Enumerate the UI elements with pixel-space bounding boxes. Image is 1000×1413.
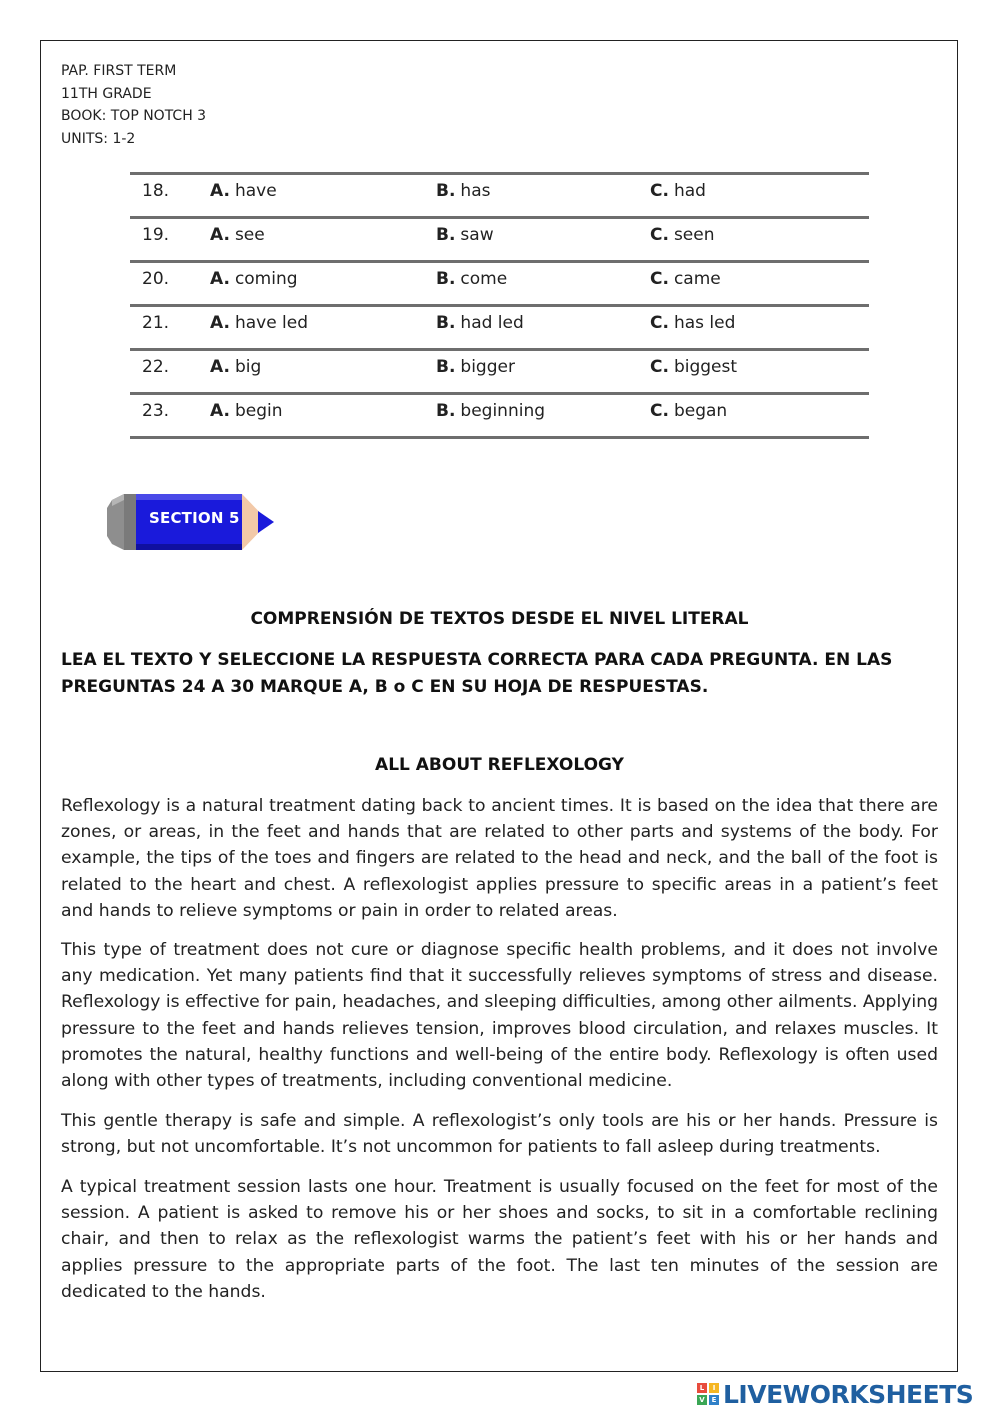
logo-text: LIVEWORKSHEETS	[723, 1379, 974, 1409]
option-c[interactable]: C. biggest	[650, 357, 738, 377]
header-info	[61, 60, 206, 151]
option-a[interactable]: A. coming	[210, 269, 298, 289]
section-badge	[104, 492, 276, 552]
exam-label: PAP. FIRST TERM	[61, 63, 177, 79]
answer-options-table	[130, 172, 869, 439]
units-label: UNITS: 1-2	[61, 131, 136, 148]
paragraph-1: Reflexology is a natural treatment dating back to ancient times. It is based on the idea that there are zones, or areas, in the feet and hands that are related to other parts and systems of the body. For example, the tips of the toes and fingers are related to the head and neck, and the ball of the foot is related to the heart and chest. A reflexologist applies pressure to specific areas in a patient’s feet and hands to relieve symptoms or pain in order to related areas.	[61, 796, 938, 921]
paragraph-4: A typical treatment session lasts one hour. Treatment is usually focused on the feet for most of the session. A patient is asked to remove his or her shoes and socks, to sit in a comfortable reclining chair, and then to relax as the reflexologist warms the patient’s feet with his or her hands and applies pressure to the appropriate parts of the foot. The last ten minutes of the session are dedicated to the hands.	[61, 1177, 938, 1302]
question-number: 23.	[142, 401, 170, 421]
paragraph-2: This type of treatment does not cure or diagnose specific health problems, and it does not involve any medication. Yet many patients find that it successfully relieves symptoms of stress and disease. Reflexology is effective for pain, headaches, and sleeping difficulties, among other ailments. Applying pressure to the feet and hands relieves tension, improves blood circulation, and relaxes muscles. It promotes the natural, healthy functions and well-being of the entire body. Reflexology is often used along with other types of treatments, including conventional medicine.	[61, 940, 938, 1092]
reading-title: ALL ABOUT REFLEXOLOGY	[375, 755, 624, 775]
question-number: 22.	[142, 357, 170, 377]
option-c[interactable]: C. came	[650, 269, 721, 289]
answer-row-20	[130, 263, 869, 307]
option-a[interactable]: A. big	[210, 357, 262, 377]
instructions-text: LEA EL TEXTO Y SELECCIONE LA RESPUESTA CORRECTA PARA CADA PREGUNTA. EN LAS PREGUNTAS 24 A 30 MARQUE A, B o C EN SU HOJA DE RESPUESTAS.	[61, 650, 893, 697]
answer-row-18	[130, 175, 869, 219]
answer-row-19	[130, 219, 869, 263]
question-number: 20.	[142, 269, 170, 289]
option-c[interactable]: C. seen	[650, 225, 715, 245]
section-label: SECTION 5	[149, 509, 240, 527]
option-b[interactable]: B. bigger	[436, 357, 515, 377]
answer-row-22	[130, 351, 869, 395]
option-a[interactable]: A. begin	[210, 401, 283, 421]
option-a[interactable]: A. have led	[210, 313, 309, 333]
question-number: 18.	[142, 181, 170, 201]
comprehension-heading: COMPRENSIÓN DE TEXTOS DESDE EL NIVEL LITERAL	[250, 609, 749, 629]
liveworksheets-logo[interactable]	[697, 1379, 973, 1409]
option-b[interactable]: B. saw	[436, 225, 494, 245]
question-number: 19.	[142, 225, 170, 245]
grade-label: 11TH GRADE	[61, 85, 152, 102]
book-label: BOOK: TOP NOTCH 3	[61, 108, 207, 125]
option-a[interactable]: A. see	[210, 225, 265, 245]
logo-cubes-icon: L I V E	[697, 1383, 719, 1405]
option-c[interactable]: C. had	[650, 181, 706, 201]
question-number: 21.	[142, 313, 170, 333]
option-b[interactable]: B. had led	[436, 313, 524, 333]
answer-row-23	[130, 395, 869, 439]
option-a[interactable]: A. have	[210, 181, 277, 201]
option-b[interactable]: B. has	[436, 181, 491, 201]
answer-row-21	[130, 307, 869, 351]
option-c[interactable]: C. has led	[650, 313, 736, 333]
paragraph-3: This gentle therapy is safe and simple. A reflexologist’s only tools are his or her hands. Pressure is strong, but not uncomfortable. It’s not uncommon for patients to fall asleep during treatments.	[61, 1111, 938, 1158]
option-c[interactable]: C. began	[650, 401, 728, 421]
option-b[interactable]: B. beginning	[436, 401, 546, 421]
option-b[interactable]: B. come	[436, 269, 508, 289]
